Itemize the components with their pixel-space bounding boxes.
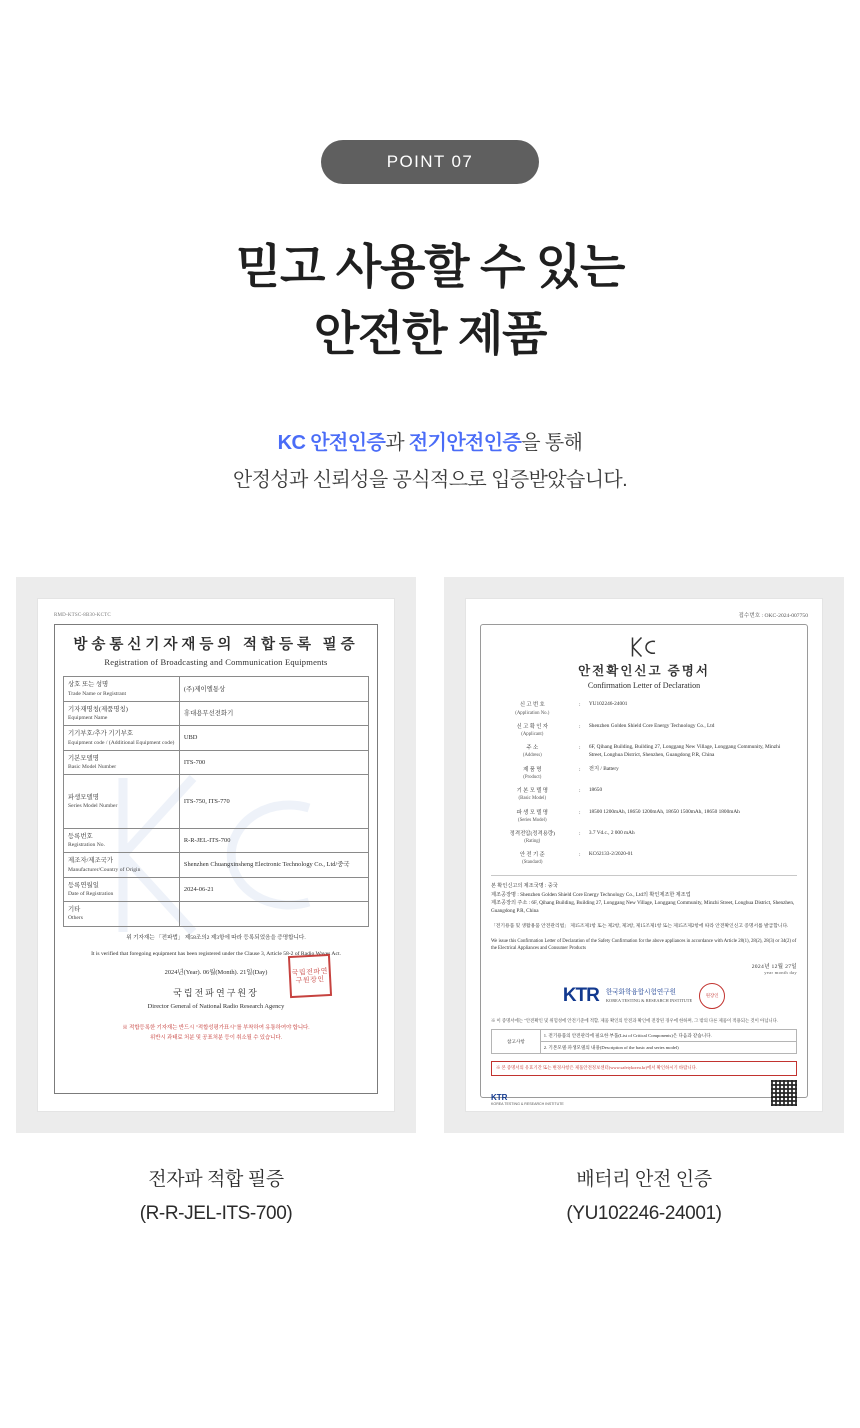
certificate-1-title-kr: 방송통신기자재등의 적합등록 필증 — [73, 637, 359, 654]
certificate-1-red-note — [63, 1024, 369, 1042]
row-label-en: Trade Name or Registrant — [68, 690, 127, 697]
ktr-logo-icon: KTR — [562, 985, 599, 1007]
row-colon: : — [578, 852, 581, 859]
row-value: R-R-JEL-ITS-700 — [179, 829, 368, 853]
row-value — [179, 902, 368, 926]
row-value: 전지 / Battery — [588, 765, 619, 772]
page-title — [0, 234, 860, 367]
row-label-kr: 정격전압(정격용량) — [509, 830, 555, 837]
row-label-en: (Standard) — [522, 860, 543, 866]
certificate-row — [0, 577, 860, 1230]
row-value: 3.7 Vd.c., 2 000 mAh — [588, 829, 635, 836]
row-value: ITS-700 — [179, 750, 368, 774]
certificate-1-note-en: It is verified that foregoing equipment has been registered under the Clause 3, Article 58-2 of Radio Waves Act. — [91, 950, 341, 957]
row-value: 18650 — [588, 787, 603, 794]
certificate-2-border — [480, 624, 808, 1107]
headline-line-1: 믿고 사용할 수 있는 — [235, 240, 625, 293]
point-badge: POINT 07 — [321, 140, 539, 184]
certificate-2-foot-table — [491, 1029, 797, 1054]
row-label-kr: 등록연월일 — [68, 881, 99, 889]
certificate-2-title-kr: 안전확인신고 증명서 — [578, 664, 710, 679]
certificate-image-frame-1 — [16, 577, 416, 1133]
official-seal-icon: 국립전파연구원장인 — [288, 954, 332, 998]
ktr-name-en: KOREA TESTING & RESEARCH INSTITUTE — [605, 997, 693, 1003]
date-day: 27일 — [785, 964, 797, 971]
highlight-kc: KC 안전인증 — [277, 432, 386, 455]
table-row — [492, 1030, 797, 1042]
row-value: 18500 1200mAh, 18650 1200mAh, 18650 1500mAh, 18650 1800mAh — [588, 808, 740, 815]
row-label-kr: 기자재명칭(제품명칭) — [68, 705, 128, 713]
maker-country-value: 중국 — [547, 883, 558, 890]
row-value: 6F, Qihang Building, Building 27, Longgang New Village, Longgang Community, Minzhi Street, Longhua District, Shenzhen, Guangdong P.R, China — [588, 744, 781, 758]
certificate-2-receipt-no: 접수번호 : OKC-2024-007750 — [738, 613, 808, 620]
table-row — [64, 701, 369, 725]
certificate-1-border — [54, 624, 378, 1094]
certificate-1-agency-en: Director General of National Radio Research Agency — [147, 1003, 285, 1011]
table-row — [491, 720, 797, 741]
certificate-2-date — [491, 962, 797, 975]
ktr-small-logo-icon — [491, 1093, 564, 1106]
row-value: 2024-06-21 — [179, 877, 368, 901]
row-value: YU102246-24001 — [588, 701, 628, 708]
row-colon: : — [578, 766, 581, 773]
maker-name-line — [491, 891, 797, 899]
certificate-item-2 — [444, 577, 844, 1230]
row-label-en: (Application No.) — [515, 710, 550, 716]
row-label-kr: 제조자/제조국가 — [68, 857, 113, 865]
table-row — [64, 775, 369, 829]
row-label-en: Series Model Number — [68, 803, 118, 810]
row-colon: : — [578, 702, 581, 709]
certificate-1-title-en: Registration of Broadcasting and Communication Equipments — [104, 657, 328, 668]
maker-addr-label: 제조공장의 주소 : — [491, 900, 531, 907]
row-label-kr: 신 고 확 인 자 — [516, 723, 549, 730]
certificate-2-table — [491, 698, 797, 869]
row-label-kr: 주 소 — [526, 745, 539, 752]
table-row — [64, 677, 369, 701]
maker-addr-value: 6F, Qihang Building, Building 27, Longgang New Village, Longgang Community, Minzhi Street, Longhua District, Shenzhen, Guangdong P.R, China — [491, 900, 795, 915]
row-value: ITS-750, ITS-770 — [179, 775, 368, 829]
certificate-2-bottom-row — [491, 1080, 797, 1106]
row-label-kr: 기타 — [68, 906, 81, 914]
maker-addr-line — [491, 899, 797, 916]
row-value: (주)제이엘통상 — [179, 677, 368, 701]
certificate-2-legal-kr: 「전기용품 및 생활용품 안전관리법」 제15조제1항 또는 제2항, 제3항, 제15조제1항 또는 제15조제2항에 따라 안전확인신고 증명서를 발급합니다. — [491, 923, 789, 929]
highlight-electric: 전기안전인증 — [408, 432, 522, 455]
row-value: 휴대용무선전화기 — [179, 701, 368, 725]
certificate-1-body — [38, 599, 394, 1108]
row-value: KC62133-2/2020-01 — [588, 851, 633, 858]
certificate-2-body — [466, 599, 822, 1110]
date-en-labels — [491, 970, 797, 975]
row-colon: : — [578, 830, 581, 837]
certificate-item-1 — [16, 577, 416, 1230]
row-label-kr: 기기부호/추가 기기부호 — [68, 730, 134, 738]
sub-copy-line-1 — [0, 425, 860, 462]
maker-country-line — [491, 882, 797, 890]
certificate-caption-1 — [16, 1163, 416, 1230]
row-label-kr: 상호 또는 성명 — [68, 681, 109, 689]
table-row — [64, 750, 369, 774]
row-label-en: Others — [68, 915, 83, 922]
certificate-1-date: 2024년(Year). 06월(Month). 21일(Day) — [164, 969, 268, 977]
table-row — [64, 726, 369, 750]
certificate-2-footnote: ※ 이 증명서에는 "안전확인 및 위험성에 안전기준에 적합, 제품 확인의 안전과 확인에 전장된 경우에 한하며, 그 밖의 다른 제품이 적용되는 것이 아닙니다. — [491, 1018, 779, 1024]
certificate-1-note-kr: 위 기자재는 「전파법」 제58조의2 제3항에 따라 등록되었음을 증명합니다. — [126, 934, 306, 941]
kc-logo-icon — [629, 635, 659, 659]
row-label-kr: 파 생 모 델 명 — [516, 809, 549, 816]
row-label-en: Basic Model Number — [68, 763, 117, 770]
row-label-en: (Address) — [522, 753, 542, 759]
table-row — [491, 784, 797, 805]
row-label-kr: 제 품 명 — [523, 766, 542, 773]
ktr-institute-name — [606, 989, 692, 1003]
certificate-document-1 — [38, 599, 394, 1111]
foot-table-cell: 2. 기본모델·파생모델의 내용(Description of the basic and series model) — [540, 1042, 796, 1054]
row-label-kr: 등록번호 — [68, 833, 93, 841]
certificate-2-legal-en: We issue this Confirmation Letter of Declaration of the Safety Confirmation for the above appliances in accordance with Article 28(1), 28(2), 28(3) or 34(2) of the Electrical Appliances and Consumer Products — [491, 938, 797, 952]
certificate-caption-2 — [444, 1163, 844, 1230]
date-en-day: day — [789, 970, 797, 976]
table-row — [64, 853, 369, 877]
row-label-en: Equipment Name — [68, 715, 108, 722]
certificate-2-red-bar: ※ 본 증명서의 유효기간 또는 변경사항은 제품안전정보센터(www.safetykorea.kr)에서 확인하시기 바랍니다. — [491, 1061, 797, 1076]
row-label-en: Equipment code / (Additional Equipment code) — [68, 739, 175, 746]
date-en-month: month — [774, 970, 788, 976]
row-value: Shenzhen Chuangxinsheng Electronic Technology Co., Ltd/중국 — [179, 853, 368, 877]
row-label-kr: 안 전 기 준 — [519, 852, 545, 859]
row-label-en: Registration No. — [68, 842, 105, 849]
ktr-small-sub: KOREA TESTING & RESEARCH INSTITUTE — [491, 1102, 564, 1107]
subcopy-mid-2: 을 통해 — [521, 432, 583, 455]
maker-country-label: 본 확인신고의 제조국명 : — [491, 883, 547, 890]
row-label-en: (Applicant) — [521, 731, 544, 737]
caption-title: 전자파 적합 필증 — [148, 1169, 284, 1191]
row-label-en: (Basic Model) — [518, 796, 547, 802]
foot-table-header: 참고사항 — [492, 1030, 541, 1054]
row-label-en: Manufacturer/Country of Origin — [68, 866, 141, 873]
sub-copy — [0, 425, 860, 499]
row-value: UBD — [179, 726, 368, 750]
row-colon: : — [578, 745, 581, 752]
certificate-2-title-en: Confirmation Letter of Declaration — [587, 681, 701, 691]
row-label-kr: 파생모델명 — [68, 793, 99, 801]
certificate-image-frame-2 — [444, 577, 844, 1133]
certificate-2-maker-block — [491, 882, 797, 915]
table-row — [64, 829, 369, 853]
row-label-kr: 신 고 번 호 — [519, 702, 545, 709]
row-label-en: (Product) — [523, 775, 542, 781]
table-row — [491, 741, 797, 763]
foot-table-cell: 1. 전기용품의 안전관리에 필요한 부품(List of Critical Components)은 다음과 같습니다. — [540, 1030, 796, 1042]
caption-title: 배터리 안전 인증 — [576, 1169, 712, 1191]
point-badge-container — [0, 0, 860, 184]
caption-sub: (YU102246-24001) — [566, 1202, 722, 1224]
qr-code-icon — [771, 1080, 797, 1106]
row-label-en: (Series Model) — [517, 817, 547, 823]
row-label-kr: 기 본 모 델 명 — [516, 788, 549, 795]
sub-copy-line-2: 안정성과 신뢰성을 공식적으로 입증받았습니다. — [232, 469, 628, 492]
maker-name-value: Shenzhen Golden Shield Core Energy Technology Co., Ltd의 확인제조한 제조업 — [520, 891, 691, 898]
table-row — [64, 877, 369, 901]
kc-logo-container — [491, 635, 797, 659]
row-value: Shenzhen Golden Shield Core Energy Technology Co., Ltd — [588, 722, 715, 729]
date-year: 2024년 — [751, 964, 770, 971]
maker-name-label: 제조공장명 : — [491, 891, 519, 898]
certificate-1-corner-code: RMD-KTSC-8B30-KCTC — [54, 613, 111, 619]
subcopy-mid-1: 과 — [385, 432, 409, 455]
row-colon: : — [578, 788, 581, 795]
certificate-document-2 — [466, 599, 822, 1111]
red-note-line-2: 위반시 과태료 처분 및 공표처분 등이 취소될 수 있습니다. — [150, 1034, 282, 1041]
table-row — [491, 763, 797, 784]
date-month: 12월 — [771, 964, 784, 971]
row-colon: : — [578, 723, 581, 730]
certificate-1-agency-kr: 국립전파연구원장 — [173, 988, 259, 999]
row-colon: : — [578, 809, 581, 816]
table-row — [491, 848, 797, 869]
row-label-en: Date of Registration — [68, 891, 114, 898]
date-en-year: year — [764, 970, 774, 976]
ktr-seal-icon: 원장인 — [699, 983, 725, 1009]
row-label-en: (Rating) — [524, 838, 541, 844]
table-row — [491, 806, 797, 827]
caption-sub: (R-R-JEL-ITS-700) — [139, 1202, 293, 1224]
certificate-1-table — [63, 676, 369, 926]
red-note-line-1: ※ 적합등록한 기자재는 반드시 "적합성평가표시"를 부착하여 유통하여야 합니다. — [122, 1025, 310, 1032]
headline-line-2: 안전한 제품 — [313, 306, 547, 360]
table-row — [64, 902, 369, 926]
ktr-small-text: KTR — [491, 1093, 508, 1103]
divider — [491, 875, 797, 876]
ktr-signature-row — [491, 983, 797, 1009]
table-row — [491, 698, 797, 719]
row-label-kr: 기본모델명 — [68, 754, 99, 762]
table-row — [491, 827, 797, 848]
ktr-name-kr: 한국화학융합시험연구원 — [605, 989, 676, 997]
